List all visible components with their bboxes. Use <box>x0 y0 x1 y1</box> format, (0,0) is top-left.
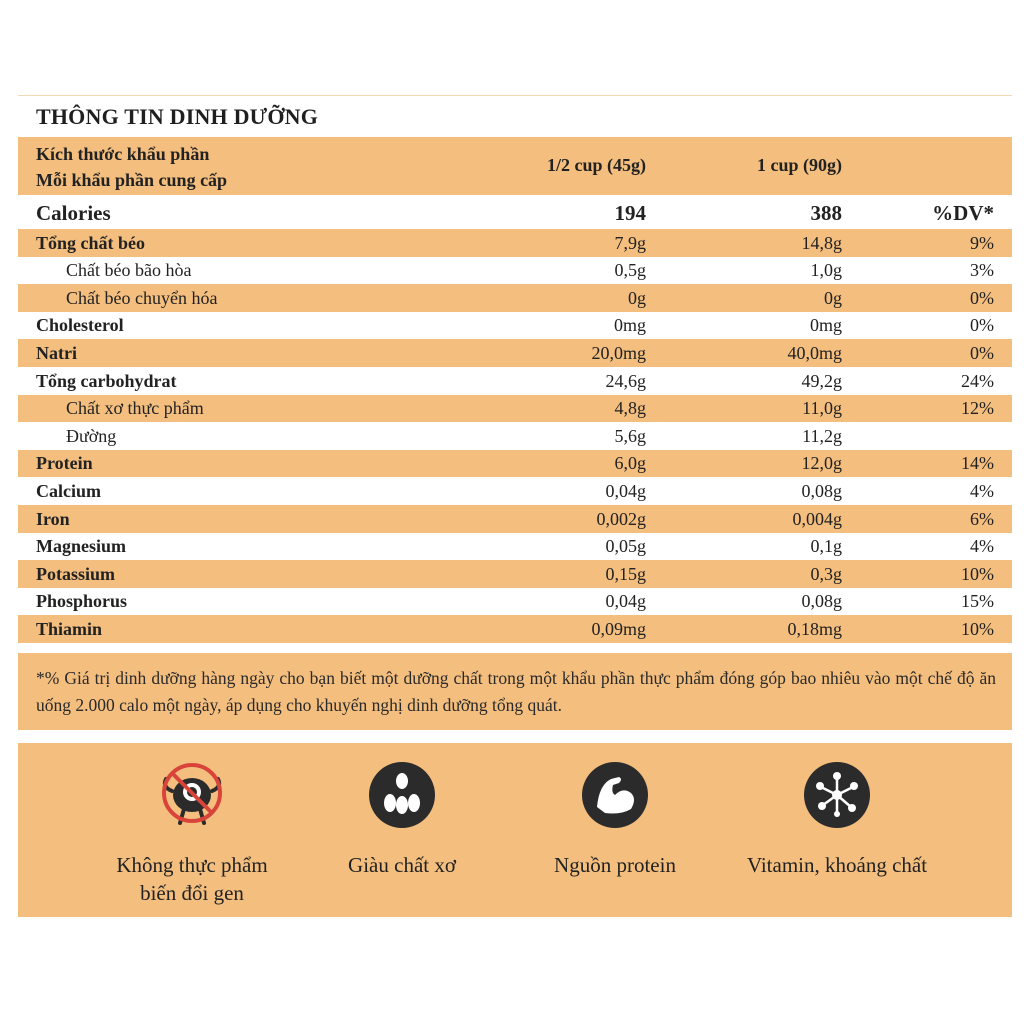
value-half-cup: 24,6g <box>605 370 646 391</box>
value-one-cup: 14,8g <box>801 232 842 253</box>
nutrient-label: Iron <box>36 508 70 529</box>
value-one-cup: 0mg <box>809 315 842 336</box>
table-row <box>18 257 1012 285</box>
dv-header: %DV* <box>932 201 994 225</box>
daily-value: 0% <box>970 287 994 308</box>
table-row <box>18 367 1012 395</box>
value-half-cup: 0g <box>628 287 646 308</box>
nutrient-label: Phosphorus <box>36 591 128 612</box>
value-one-cup: 11,2g <box>802 425 842 446</box>
value-half-cup: 20,0mg <box>591 342 646 363</box>
calories-row <box>18 195 1012 229</box>
table-row <box>18 450 1012 478</box>
value-one-cup: 0,08g <box>801 591 842 612</box>
value-half-cup: 0mg <box>613 315 646 336</box>
page-title: THÔNG TIN DINH DƯỠNG <box>36 104 319 129</box>
daily-value: 4% <box>970 536 994 557</box>
table-row <box>18 505 1012 533</box>
column-one-cup: 1 cup (90g) <box>757 155 842 175</box>
nutrition-table <box>18 137 1012 643</box>
value-one-cup: 49,2g <box>801 370 842 391</box>
nutrient-label: Cholesterol <box>36 315 124 336</box>
feature-label: Giàu chất xơ <box>348 853 456 877</box>
value-half-cup: 0,15g <box>605 563 646 584</box>
table-row <box>18 560 1012 588</box>
table-row <box>18 477 1012 505</box>
table-header <box>18 137 1012 195</box>
value-one-cup: 40,0mg <box>787 342 842 363</box>
no-gmo-icon <box>158 761 226 829</box>
feature-vitamins-minerals <box>727 761 947 879</box>
serving-size-label: Kích thước khẩu phần <box>36 144 210 164</box>
nutrient-label: Chất béo chuyển hóa <box>66 287 218 308</box>
value-one-cup: 0g <box>824 287 842 308</box>
value-one-cup: 0,3g <box>810 563 842 584</box>
nutrient-label: Chất béo bão hòa <box>66 260 192 281</box>
feature-non-gmo <box>82 761 302 907</box>
table-row <box>18 533 1012 561</box>
feature-high-fiber <box>292 761 512 879</box>
value-one-cup: 0,1g <box>810 536 842 557</box>
calories-label: Calories <box>36 201 111 225</box>
daily-value: 9% <box>970 232 994 253</box>
nutrient-label: Tổng chất béo <box>36 232 146 253</box>
value-half-cup: 5,6g <box>614 425 646 446</box>
calories-half-cup: 194 <box>614 201 646 225</box>
value-half-cup: 7,9g <box>614 232 646 253</box>
nutrient-label: Natri <box>36 342 77 363</box>
table-row <box>18 615 1012 643</box>
value-half-cup: 6,0g <box>614 453 646 474</box>
table-row <box>18 229 1012 257</box>
daily-value: 0% <box>970 315 994 336</box>
per-serving-label: Mỗi khẩu phần cung cấp <box>36 170 228 190</box>
nutrient-label: Potassium <box>36 563 116 584</box>
column-half-cup: 1/2 cup (45g) <box>547 155 646 175</box>
value-one-cup: 12,0g <box>801 453 842 474</box>
value-one-cup: 0,08g <box>801 480 842 501</box>
feature-label: Nguồn protein <box>554 853 676 877</box>
daily-value: 4% <box>970 480 994 501</box>
daily-value: 10% <box>961 563 994 584</box>
value-one-cup: 0,004g <box>792 508 842 529</box>
daily-value: 15% <box>961 591 994 612</box>
feature-label: Không thực phẩm biến đổi gen <box>116 853 268 905</box>
table-row <box>18 312 1012 340</box>
table-row <box>18 339 1012 367</box>
calories-one-cup: 388 <box>810 201 842 225</box>
table-row <box>18 422 1012 450</box>
nutrient-label: Magnesium <box>36 536 126 557</box>
muscle-arm-icon <box>581 761 649 829</box>
value-half-cup: 0,09mg <box>591 618 646 639</box>
daily-value: 6% <box>970 508 994 529</box>
nutrient-label: Calcium <box>36 480 101 501</box>
daily-value: 3% <box>970 260 994 281</box>
feature-label: Vitamin, khoáng chất <box>746 853 928 877</box>
top-divider <box>18 95 1012 96</box>
nutrient-label: Chất xơ thực phẩm <box>66 398 204 419</box>
value-one-cup: 11,0g <box>802 398 842 419</box>
nutrient-label: Đường <box>66 425 117 446</box>
value-half-cup: 0,04g <box>605 591 646 612</box>
table-row <box>18 395 1012 423</box>
daily-value-footnote: *% Giá trị dinh dưỡng hàng ngày cho bạn biết một dưỡng chất trong một khẩu phần thực phẩm đóng góp bao nhiêu vào một chế độ ăn uống 2.000 calo một ngày, áp dụng cho khuyến nghị dinh dưỡng tổng quát. <box>18 653 1012 730</box>
features-panel <box>18 743 1012 917</box>
value-half-cup: 4,8g <box>614 398 646 419</box>
value-half-cup: 0,05g <box>605 536 646 557</box>
value-half-cup: 0,5g <box>614 260 646 281</box>
daily-value: 0% <box>970 342 994 363</box>
daily-value: 12% <box>961 398 994 419</box>
nutrient-label: Thiamin <box>36 618 103 639</box>
fiber-grain-icon <box>368 761 436 829</box>
value-half-cup: 0,002g <box>596 508 646 529</box>
value-one-cup: 1,0g <box>810 260 842 281</box>
feature-protein <box>505 761 725 879</box>
molecule-icon <box>803 761 871 829</box>
value-half-cup: 0,04g <box>605 480 646 501</box>
value-one-cup: 0,18mg <box>787 618 842 639</box>
nutrient-label: Protein <box>36 453 93 474</box>
table-row <box>18 588 1012 616</box>
nutrient-label: Tổng carbohydrat <box>36 370 177 391</box>
daily-value: 10% <box>961 618 994 639</box>
daily-value: 24% <box>961 370 994 391</box>
daily-value: 14% <box>961 453 994 474</box>
table-row <box>18 284 1012 312</box>
